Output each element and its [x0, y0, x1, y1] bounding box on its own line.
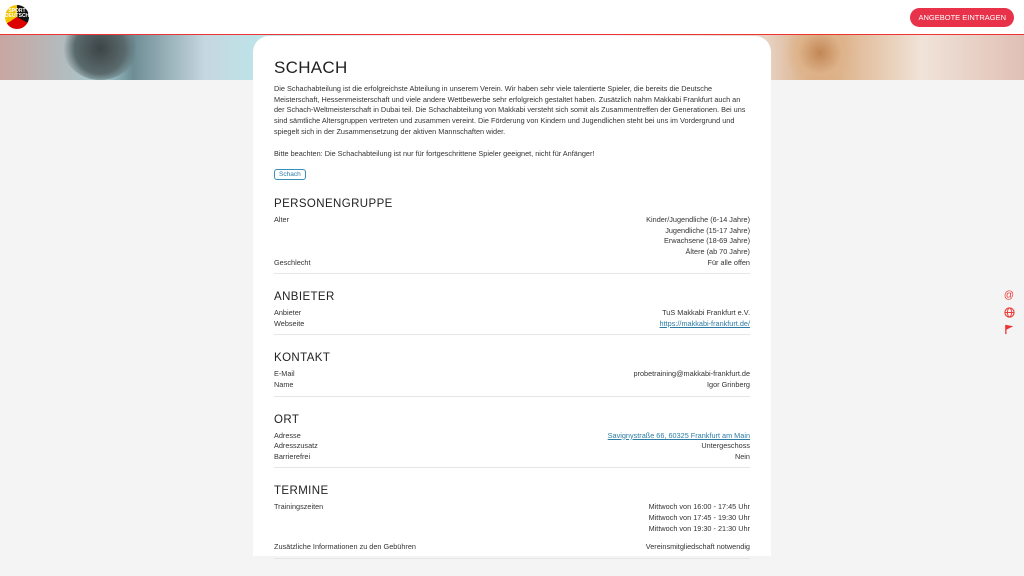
logo-text: SPORT DEUTSCHLAND	[5, 8, 44, 19]
value-alter: Kinder/Jugendliche (6-14 Jahre)	[646, 215, 750, 225]
note: Bitte beachten: Die Schachabteilung ist nur für fortgeschrittene Spieler geeignet, nicht für Anfänger!	[274, 148, 595, 158]
flag-icon[interactable]	[1003, 324, 1015, 336]
page-title: SCHACH	[274, 58, 348, 77]
section-title: ORT	[274, 413, 300, 426]
section-kontakt	[274, 352, 750, 396]
sport-deutschland-logo[interactable]	[5, 5, 44, 29]
value-alter: Ältere (ab 70 Jahre)	[685, 247, 750, 256]
row-adresszusatz	[274, 441, 750, 452]
section-title: ANBIETER	[274, 291, 335, 304]
value-alter: Jugendliche (15-17 Jahre)	[665, 225, 750, 235]
value-gebuehren: Vereinsmitgliedschaft notwendig	[645, 542, 750, 552]
label-adresse: Adresse	[274, 430, 301, 440]
section-title: KONTAKT	[274, 352, 331, 365]
label-trainingszeiten: Trainingszeiten	[274, 502, 324, 512]
value-alter: Erwachsene (18-69 Jahre)	[664, 236, 750, 246]
globe-icon[interactable]	[1003, 307, 1015, 319]
label-anbieter: Anbieter	[274, 308, 302, 318]
row-barrierefrei	[274, 452, 750, 463]
label-adresszusatz: Adresszusatz	[274, 441, 318, 451]
value-anbieter: TuS Makkabi Frankfurt e.V.	[662, 308, 750, 318]
label-name: Name	[274, 379, 294, 389]
hero-image-right	[780, 35, 860, 80]
value-barrierefrei: Nein	[734, 451, 750, 461]
top-bar	[0, 0, 1024, 35]
row-webseite	[274, 319, 750, 330]
category-tag[interactable]: Schach	[274, 169, 306, 180]
section-personengruppe	[274, 198, 750, 274]
value-trainingszeit: Mittwoch von 16:00 - 17:45 Uhr	[648, 502, 750, 512]
label-gebuehren: Zusätzliche Informationen zu den Gebühren	[274, 542, 416, 552]
row-name	[274, 380, 750, 391]
section-ort	[274, 414, 750, 469]
section-title: TERMINE	[274, 485, 329, 498]
value-geschlecht: Für alle offen	[707, 257, 750, 267]
values-alter	[646, 215, 750, 257]
value-name: Igor Grinberg	[707, 379, 750, 389]
main-content	[274, 58, 750, 559]
row-trainingszeiten	[274, 502, 750, 534]
label-email: E-Mail	[274, 369, 295, 379]
label-geschlecht: Geschlecht	[274, 257, 311, 267]
value-trainingszeit: Mittwoch von 17:45 - 19:30 Uhr	[648, 512, 750, 522]
at-icon[interactable]: @	[1003, 290, 1015, 301]
label-alter: Alter	[274, 215, 290, 225]
row-gebuehren	[274, 542, 750, 553]
row-adresse	[274, 431, 750, 442]
label-webseite: Webseite	[274, 318, 305, 328]
values-trainingszeiten	[649, 502, 750, 534]
value-trainingszeit: Mittwoch von 19:30 - 21:30 Uhr	[648, 523, 750, 533]
row-email	[274, 369, 750, 380]
row-alter	[274, 215, 750, 257]
angebote-eintragen-button[interactable]: ANGEBOTE EINTRAGEN	[910, 8, 1014, 27]
row-geschlecht	[274, 258, 750, 269]
description: Die Schachabteilung ist die erfolgreichste Abteilung in unserem Verein. Wir haben sehr viele talentierte Spieler, die bereits die Deutsche Meisterschaft, Hessenmeisterschaft und viele andere Wettbewerbe sehr erfolgreich gestaltet haben. Zusätzlich nahm Makkabi Frankfurt auch an der Schach-Weltmeisterschaft in Dubai teil. Die Schachabteilung von Makkabi versteht sich somit als Zusammentreffen der Generationen. Bei uns sind sämtliche Altersgruppen vertreten und zusammen vereint. Die Förderung von Kindern und Jugendlichen steht bei uns im Vordergrund und spiegelt sich in der Zusammensetzung der aktiven Mannschaften wider.	[274, 84, 746, 136]
adresse-link[interactable]: Savignystraße 66, 60325 Frankfurt am Main	[607, 430, 750, 440]
value-email: probetraining@makkabi-frankfurt.de	[633, 369, 750, 379]
section-termine	[274, 485, 750, 558]
section-anbieter	[274, 291, 750, 335]
hero-image-left	[60, 35, 140, 80]
value-adresszusatz: Untergeschoss	[701, 441, 750, 451]
label-barrierefrei: Barrierefrei	[274, 451, 311, 461]
webseite-link[interactable]: https://makkabi-frankfurt.de/	[659, 318, 750, 328]
row-anbieter	[274, 308, 750, 319]
section-title: PERSONENGRUPPE	[274, 198, 393, 211]
